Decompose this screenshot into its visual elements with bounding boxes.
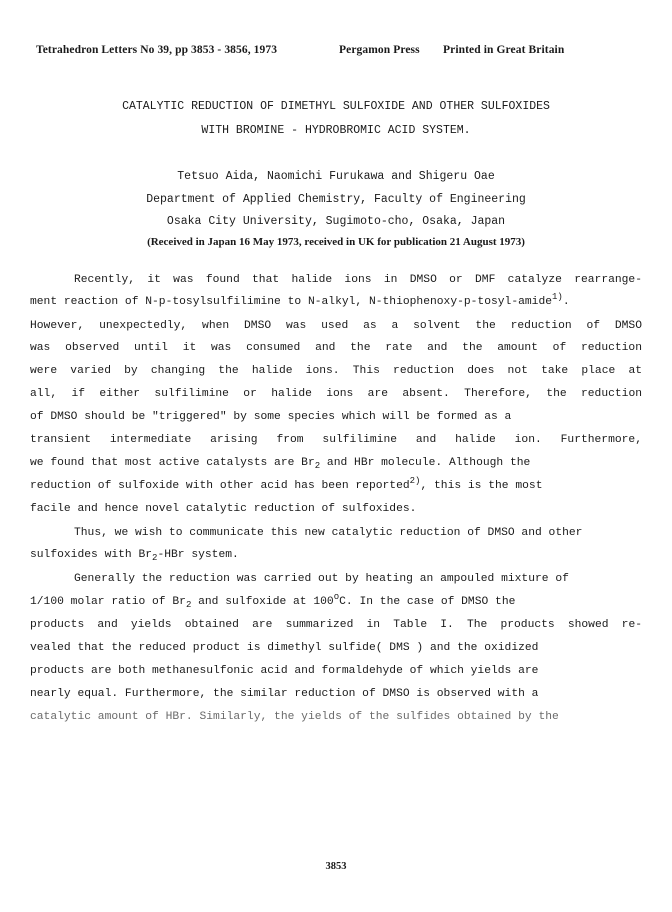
text-run: and HBr molecule. Although the [320, 457, 531, 469]
page-number: 3853 [325, 861, 347, 872]
affiliation-department: Department of Applied Chemistry, Faculty of Engineering [146, 193, 526, 206]
paragraph-1-line-1: Recently, it was found that halide ions in DMSO or DMF catalyze rearrange- [74, 274, 642, 286]
subscript: 2 [152, 553, 158, 563]
text-run: and sulfoxide at 100 [191, 596, 334, 608]
text-run: , this is the most [420, 480, 543, 492]
paragraph-1-line-6: all, if either sulfilimine or halide ions are absent. Therefore, the reduction [30, 388, 642, 400]
author-list: Tetsuo Aida, Naomichi Furukawa and Shigeru Oae [177, 170, 495, 183]
paragraph-1-line-10 [30, 476, 642, 492]
paragraph-1-line-2 [30, 292, 642, 308]
text-run: -HBr system. [157, 549, 239, 561]
subscript: 2 [185, 600, 192, 610]
subscript: 2 [314, 461, 321, 471]
paragraph-2-line-2 [30, 549, 642, 561]
journal-citation: Tetrahedron Letters No 39, pp 3853 - 3856, 1973 [36, 44, 278, 56]
paragraph-3-line-4: vealed that the reduced product is dimethyl sulfide( DMS ) and the oxidized [30, 642, 539, 654]
text-run: . [562, 296, 570, 308]
paragraph-3-line-3: products and yields obtained are summarized in Table I. The products showed re- [30, 619, 642, 631]
text-run: we found that most active catalysts are Br [30, 457, 315, 469]
paragraph-1-line-7: of DMSO should be "triggered" by some species which will be formed as a [30, 411, 512, 423]
affiliation-address: Osaka City University, Sugimoto-cho, Osaka, Japan [166, 215, 506, 228]
printed-note: Printed in Great Britain [443, 44, 565, 56]
paragraph-3-line-7: catalytic amount of HBr. Similarly, the yields of the sulfides obtained by the [30, 711, 559, 723]
paragraph-3-line-2 [30, 592, 642, 610]
received-dates: (Received in Japan 16 May 1973, received in UK for publication 21 August 1973) [147, 236, 525, 248]
text-run: C. In the case of DMSO the [339, 596, 516, 608]
reference-marker: 2) [409, 476, 421, 486]
paragraph-2-line-1: Thus, we wish to communicate this new catalytic reduction of DMSO and other [74, 527, 583, 539]
paragraph-1-line-4: was observed until it was consumed and the rate and the amount of reduction [30, 342, 642, 354]
text-run: 1/100 molar ratio of Br [30, 596, 186, 608]
paragraph-3-line-1: Generally the reduction was carried out by heating an ampouled mixture of [74, 573, 569, 585]
reference-marker: 1) [552, 292, 563, 302]
degree-marker: o [333, 592, 340, 602]
paper-title-line-1: CATALYTIC REDUCTION OF DIMETHYL SULFOXIDE AND OTHER SULFOXIDES [122, 100, 550, 113]
paragraph-1-line-8: transient intermediate arising from sulfilimine and halide ion. Furthermore, [30, 434, 642, 446]
text-run: reduction of sulfoxide with other acid has been reported [30, 480, 410, 492]
paragraph-1-line-11: facile and hence novel catalytic reduction of sulfoxides. [30, 503, 417, 515]
text-run: ment reaction of N-p-tosylsulfilimine to N-alkyl, N-thiophenoxy-p-tosyl-amide [30, 296, 553, 308]
paragraph-1-line-9 [30, 457, 642, 469]
text-run: sulfoxides with Br [30, 549, 153, 561]
paragraph-3-line-5: products are both methanesulfonic acid and formaldehyde of which yields are [30, 665, 539, 677]
publisher-name: Pergamon Press [339, 44, 420, 56]
paper-title-line-2: WITH BROMINE - HYDROBROMIC ACID SYSTEM. [201, 124, 471, 137]
paragraph-1-line-5: were varied by changing the halide ions. This reduction does not take place at [30, 365, 642, 377]
paragraph-3-line-6: nearly equal. Furthermore, the similar reduction of DMSO is observed with a [30, 688, 539, 700]
paragraph-1-line-3: However, unexpectedly, when DMSO was used as a solvent the reduction of DMSO [30, 320, 642, 332]
